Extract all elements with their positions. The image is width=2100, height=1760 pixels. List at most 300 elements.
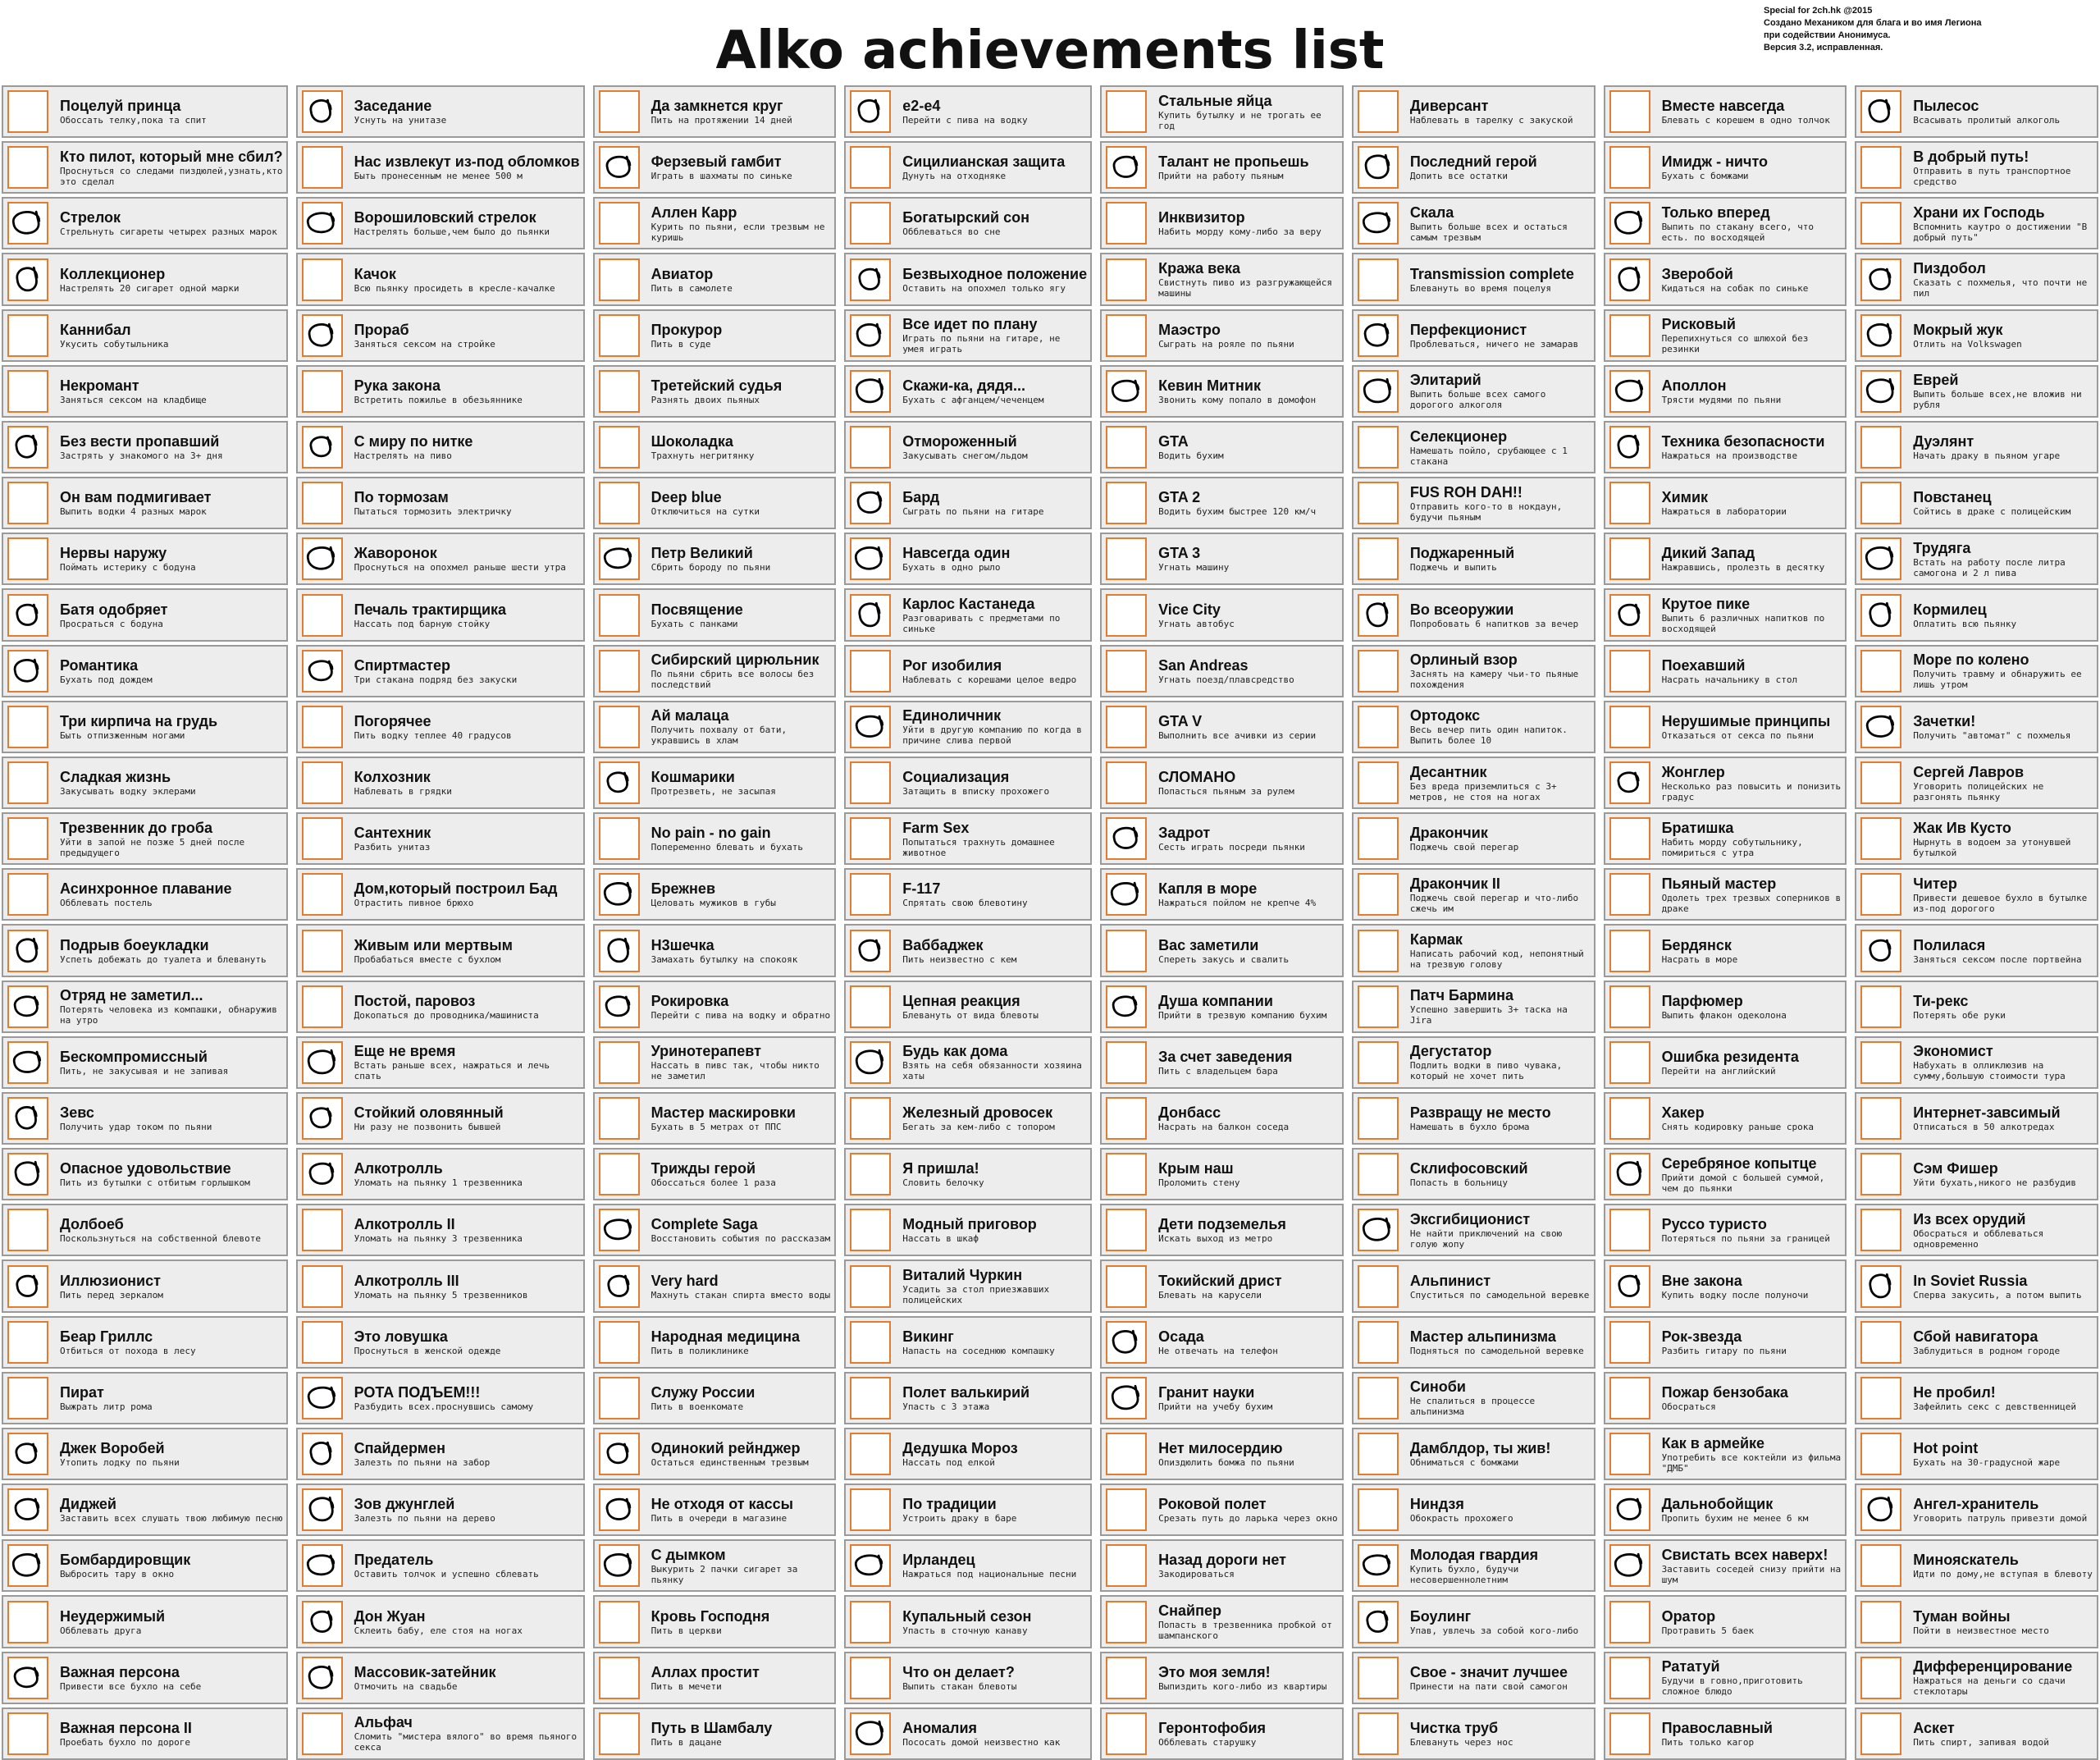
- checkbox[interactable]: [7, 146, 48, 189]
- checkbox-circled[interactable]: [1860, 706, 1901, 748]
- checkbox[interactable]: [1609, 650, 1650, 693]
- checkbox-circled[interactable]: [7, 258, 48, 301]
- checkbox-circled[interactable]: [302, 1488, 343, 1531]
- checkbox-circled[interactable]: [1106, 1377, 1147, 1419]
- checkbox-circled[interactable]: [599, 1209, 640, 1251]
- checkbox[interactable]: [599, 482, 640, 524]
- achievement-name: Боулинг: [1409, 1607, 1472, 1625]
- checkbox[interactable]: [1106, 706, 1147, 748]
- checkbox-circled[interactable]: [7, 1265, 48, 1308]
- checkbox[interactable]: [1609, 1657, 1650, 1699]
- checkbox[interactable]: [850, 1265, 891, 1308]
- checkbox[interactable]: [850, 1377, 891, 1419]
- checkbox[interactable]: [302, 482, 343, 524]
- checkbox-circled[interactable]: [302, 426, 343, 469]
- checkbox[interactable]: [599, 370, 640, 413]
- achievement-desc: Обоссаться более 1 раза: [651, 1177, 776, 1189]
- circle-stroke: [15, 1668, 38, 1687]
- checkbox[interactable]: [1106, 650, 1147, 693]
- checkbox[interactable]: [599, 1041, 640, 1084]
- checkbox[interactable]: [599, 817, 640, 860]
- checkbox[interactable]: [1609, 482, 1650, 524]
- checkbox-circled[interactable]: [302, 1601, 343, 1643]
- checkbox-circled[interactable]: [7, 1544, 48, 1587]
- checkbox-circled[interactable]: [599, 1265, 640, 1308]
- checkbox-circled[interactable]: [1609, 1153, 1650, 1195]
- checkbox[interactable]: [599, 258, 640, 301]
- checkbox[interactable]: [850, 817, 891, 860]
- circle-stroke: [308, 1050, 335, 1073]
- achievement-name: Пылесос: [1913, 98, 1979, 115]
- achievement-name: Ангел-хранитель: [1913, 1496, 2039, 1513]
- achievement-desc: Пытаться тормозить электричку: [354, 506, 512, 518]
- achievement-name: Альпинист: [1409, 1272, 1491, 1289]
- achievement-item: [1100, 253, 1344, 305]
- checkbox[interactable]: [302, 873, 343, 916]
- checkbox[interactable]: [850, 1153, 891, 1195]
- checkbox[interactable]: [1609, 1601, 1650, 1643]
- checkbox-circled[interactable]: [302, 1097, 343, 1140]
- achievement-name: С миру по нитке: [354, 433, 473, 450]
- checkbox-circled[interactable]: [1358, 1544, 1399, 1587]
- checkbox[interactable]: [1358, 706, 1399, 748]
- checkbox[interactable]: [7, 537, 48, 580]
- achievement-name: Народная медицина: [651, 1328, 800, 1345]
- checkbox[interactable]: [7, 873, 48, 916]
- checkbox[interactable]: [1860, 426, 1901, 469]
- checkbox-circled[interactable]: [1358, 1209, 1399, 1251]
- checkbox[interactable]: [850, 146, 891, 189]
- checkbox[interactable]: [1609, 873, 1650, 916]
- checkbox-circled[interactable]: [1358, 314, 1399, 357]
- checkbox-circled[interactable]: [1609, 594, 1650, 637]
- checkbox[interactable]: [1106, 90, 1147, 133]
- checkbox-circled[interactable]: [1358, 202, 1399, 245]
- checkbox-circled[interactable]: [7, 1153, 48, 1195]
- achievement-text: [651, 1273, 835, 1301]
- checkbox-circled[interactable]: [7, 1433, 48, 1475]
- checkbox[interactable]: [850, 1488, 891, 1531]
- achievement-item: [1855, 1707, 2098, 1760]
- achievement-name: Да замкнется круг: [651, 98, 783, 115]
- checkbox-circled[interactable]: [850, 930, 891, 972]
- checkbox-circled[interactable]: [7, 650, 48, 693]
- checkbox[interactable]: [1609, 1321, 1650, 1364]
- checkbox-circled[interactable]: [1106, 146, 1147, 189]
- achievement-text: [1410, 1160, 1594, 1188]
- checkbox[interactable]: [1358, 482, 1399, 524]
- checkbox[interactable]: [599, 706, 640, 748]
- checkbox-circled[interactable]: [1106, 1321, 1147, 1364]
- hand-drawn-circle-icon: [1862, 931, 1900, 971]
- checkbox[interactable]: [302, 1209, 343, 1251]
- checkbox-circled[interactable]: [1860, 930, 1901, 972]
- checkbox[interactable]: [7, 1712, 48, 1755]
- checkbox[interactable]: [599, 202, 640, 245]
- checkbox[interactable]: [850, 650, 891, 693]
- checkbox[interactable]: [302, 258, 343, 301]
- checkbox[interactable]: [7, 1321, 48, 1364]
- checkbox-circled[interactable]: [1609, 761, 1650, 804]
- checkbox[interactable]: [1358, 1712, 1399, 1755]
- checkbox-circled[interactable]: [850, 594, 891, 637]
- achievement-desc: Отрастить пивное брюхо: [354, 898, 474, 909]
- checkbox-circled[interactable]: [1106, 370, 1147, 413]
- checkbox[interactable]: [1106, 594, 1147, 637]
- checkbox[interactable]: [1358, 1265, 1399, 1308]
- checkbox[interactable]: [1106, 537, 1147, 580]
- checkbox-circled[interactable]: [7, 1657, 48, 1699]
- checkbox-circled[interactable]: [599, 761, 640, 804]
- achievement-name: Элитарий: [1409, 372, 1481, 389]
- checkbox-circled[interactable]: [302, 1041, 343, 1084]
- checkbox[interactable]: [1106, 761, 1147, 804]
- achievement-desc: Пить на протяжении 14 дней: [651, 115, 792, 126]
- checkbox[interactable]: [1609, 314, 1650, 357]
- checkbox-circled[interactable]: [850, 1041, 891, 1084]
- checkbox[interactable]: [599, 426, 640, 469]
- checkbox[interactable]: [599, 90, 640, 133]
- achievement-desc: Взять на себя обязанности хозяина хаты: [902, 1060, 1082, 1082]
- checkbox[interactable]: [850, 1657, 891, 1699]
- achievement-name: Кража века: [1158, 260, 1240, 277]
- achievement-text: [1913, 1211, 2097, 1250]
- checkbox[interactable]: [1106, 1601, 1147, 1643]
- checkbox-circled[interactable]: [1609, 426, 1650, 469]
- checkbox-circled[interactable]: [850, 258, 891, 301]
- checkbox-circled[interactable]: [850, 370, 891, 413]
- checkbox-circled[interactable]: [1860, 258, 1901, 301]
- checkbox-circled[interactable]: [1358, 370, 1399, 413]
- checkbox[interactable]: [1609, 930, 1650, 972]
- checkbox[interactable]: [1860, 1433, 1901, 1475]
- checkbox[interactable]: [1106, 1544, 1147, 1587]
- checkbox-circled[interactable]: [1609, 370, 1650, 413]
- achievement-name: Ниндзя: [1409, 1496, 1464, 1513]
- achievement-name: Трудяга: [1913, 539, 1971, 556]
- checkbox[interactable]: [1358, 90, 1399, 133]
- achievement-text: [902, 657, 1090, 685]
- achievement-text: [902, 707, 1090, 746]
- checkbox[interactable]: [599, 1712, 640, 1755]
- checkbox[interactable]: [599, 1601, 640, 1643]
- checkbox-circled[interactable]: [7, 594, 48, 637]
- checkbox[interactable]: [1860, 1153, 1901, 1195]
- achievement-name: Асинхронное плавание: [60, 880, 232, 898]
- checkbox[interactable]: [1358, 873, 1399, 916]
- checkbox-circled[interactable]: [1860, 594, 1901, 637]
- checkbox-circled[interactable]: [1106, 873, 1147, 916]
- checkbox[interactable]: [850, 985, 891, 1028]
- checkbox[interactable]: [850, 1209, 891, 1251]
- checkbox[interactable]: [1106, 1488, 1147, 1531]
- checkbox-circled[interactable]: [1609, 1265, 1650, 1308]
- checkbox[interactable]: [302, 930, 343, 972]
- checkbox-circled[interactable]: [599, 930, 640, 972]
- checkbox[interactable]: [1106, 1712, 1147, 1755]
- achievement-item: [1855, 1148, 2098, 1200]
- checkbox[interactable]: [1358, 1433, 1399, 1475]
- checkbox[interactable]: [302, 370, 343, 413]
- achievement-desc: Заняться сексом на стройке: [354, 338, 495, 350]
- checkbox[interactable]: [850, 202, 891, 245]
- checkbox-circled[interactable]: [1860, 537, 1901, 580]
- checkbox[interactable]: [1106, 1097, 1147, 1140]
- checkbox[interactable]: [1609, 1377, 1650, 1419]
- checkbox[interactable]: [1106, 482, 1147, 524]
- checkbox[interactable]: [1106, 1265, 1147, 1308]
- checkbox[interactable]: [1860, 1712, 1901, 1755]
- checkbox[interactable]: [599, 1377, 640, 1419]
- checkbox[interactable]: [1358, 1488, 1399, 1531]
- checkbox[interactable]: [1358, 1041, 1399, 1084]
- checkbox-circled[interactable]: [599, 985, 640, 1028]
- checkbox[interactable]: [850, 1433, 891, 1475]
- achievement-name: Диджей: [60, 1496, 116, 1513]
- checkbox-circled[interactable]: [7, 426, 48, 469]
- achievement-desc: Заняться сексом на кладбище: [60, 394, 207, 405]
- achievement-name: Complete Saga: [651, 1216, 758, 1233]
- achievement-name: Зачетки!: [1913, 712, 1976, 729]
- checkbox-circled[interactable]: [599, 1488, 640, 1531]
- checkbox[interactable]: [1358, 930, 1399, 972]
- checkbox[interactable]: [1358, 1097, 1399, 1140]
- checkbox-circled[interactable]: [302, 90, 343, 133]
- checkbox-circled[interactable]: [302, 537, 343, 580]
- checkbox[interactable]: [850, 1321, 891, 1364]
- checkbox-circled[interactable]: [302, 314, 343, 357]
- checkbox[interactable]: [7, 314, 48, 357]
- checkbox[interactable]: [1106, 258, 1147, 301]
- checkbox-circled[interactable]: [1358, 1601, 1399, 1643]
- achievement-item: [2, 1204, 288, 1256]
- checkbox-circled[interactable]: [1358, 146, 1399, 189]
- checkbox-circled[interactable]: [599, 537, 640, 580]
- achievement-text: [1913, 489, 2097, 517]
- checkbox[interactable]: [1860, 202, 1901, 245]
- achievement-name: Алкотролль: [354, 1160, 443, 1177]
- checkbox[interactable]: [302, 1321, 343, 1364]
- checkbox[interactable]: [302, 706, 343, 748]
- checkbox-circled[interactable]: [302, 1433, 343, 1475]
- checkbox-circled[interactable]: [7, 930, 48, 972]
- checkbox[interactable]: [302, 985, 343, 1028]
- checkbox[interactable]: [302, 761, 343, 804]
- checkbox[interactable]: [1106, 930, 1147, 972]
- checkbox[interactable]: [599, 314, 640, 357]
- achievement-text: [651, 601, 835, 629]
- checkbox-circled[interactable]: [7, 1097, 48, 1140]
- checkbox-circled[interactable]: [1358, 594, 1399, 637]
- checkbox[interactable]: [7, 706, 48, 748]
- checkbox-circled[interactable]: [302, 1377, 343, 1419]
- checkbox-circled[interactable]: [850, 1544, 891, 1587]
- checkbox[interactable]: [850, 426, 891, 469]
- checkbox[interactable]: [7, 817, 48, 860]
- checkbox[interactable]: [1106, 1153, 1147, 1195]
- checkbox-circled[interactable]: [599, 873, 640, 916]
- checkbox[interactable]: [302, 817, 343, 860]
- achievement-desc: Наблевать в грядки: [354, 786, 452, 798]
- checkbox[interactable]: [599, 1657, 640, 1699]
- checkbox-circled[interactable]: [7, 985, 48, 1028]
- checkbox[interactable]: [850, 873, 891, 916]
- checkbox-circled[interactable]: [1860, 1488, 1901, 1531]
- checkbox[interactable]: [302, 594, 343, 637]
- checkbox-circled[interactable]: [1106, 817, 1147, 860]
- achievement-item: [844, 85, 1092, 138]
- checkbox[interactable]: [302, 1712, 343, 1755]
- achievement-name: Сбой навигатора: [1913, 1328, 2038, 1345]
- achievement-desc: Нырнуть в водоем за утонувшей бутылкой: [1913, 836, 2071, 858]
- checkbox[interactable]: [1609, 1712, 1650, 1755]
- circle-stroke: [17, 1276, 37, 1296]
- checkbox-circled[interactable]: [850, 314, 891, 357]
- checkbox[interactable]: [1358, 761, 1399, 804]
- achievement-item: [1352, 421, 1596, 473]
- checkbox[interactable]: [1860, 1097, 1901, 1140]
- achievement-name: Токийский дрист: [1158, 1272, 1282, 1289]
- checkbox[interactable]: [1106, 1041, 1147, 1084]
- checkbox-circled[interactable]: [1609, 1544, 1650, 1587]
- checkbox[interactable]: [1358, 1377, 1399, 1419]
- checkbox[interactable]: [1358, 1657, 1399, 1699]
- achievement-item: [296, 588, 585, 641]
- checkbox[interactable]: [1860, 650, 1901, 693]
- checkbox-circled[interactable]: [1106, 985, 1147, 1028]
- achievement-desc: Разбить гитару по пьяни: [1661, 1345, 1787, 1356]
- achievement-item: [844, 757, 1092, 809]
- checkbox[interactable]: [7, 482, 48, 524]
- checkbox[interactable]: [7, 1601, 48, 1643]
- checkbox[interactable]: [1106, 314, 1147, 357]
- checkbox[interactable]: [599, 1321, 640, 1364]
- checkbox[interactable]: [1609, 1097, 1650, 1140]
- checkbox[interactable]: [1358, 258, 1399, 301]
- checkbox[interactable]: [1860, 1601, 1901, 1643]
- checkbox[interactable]: [599, 1097, 640, 1140]
- checkbox[interactable]: [1609, 90, 1650, 133]
- checkbox[interactable]: [302, 1265, 343, 1308]
- checkbox[interactable]: [1860, 873, 1901, 916]
- checkbox-circled[interactable]: [1609, 1488, 1650, 1531]
- checkbox-circled[interactable]: [302, 1544, 343, 1587]
- checkbox-circled[interactable]: [599, 146, 640, 189]
- checkbox-circled[interactable]: [599, 1433, 640, 1475]
- checkbox-circled[interactable]: [7, 1041, 48, 1084]
- checkbox[interactable]: [1358, 817, 1399, 860]
- checkbox[interactable]: [1358, 426, 1399, 469]
- checkbox[interactable]: [1609, 985, 1650, 1028]
- checkbox-circled[interactable]: [1609, 202, 1650, 245]
- checkbox[interactable]: [850, 1097, 891, 1140]
- checkbox-circled[interactable]: [302, 650, 343, 693]
- checkbox[interactable]: [1106, 202, 1147, 245]
- checkbox[interactable]: [7, 370, 48, 413]
- checkbox-circled[interactable]: [1609, 258, 1650, 301]
- circle-stroke: [607, 1444, 627, 1463]
- achievement-name: Very hard: [651, 1272, 719, 1289]
- checkbox-circled[interactable]: [302, 1657, 343, 1699]
- checkbox-circled[interactable]: [850, 537, 891, 580]
- checkbox[interactable]: [7, 761, 48, 804]
- checkbox[interactable]: [1609, 537, 1650, 580]
- checkbox[interactable]: [1609, 1209, 1650, 1251]
- checkbox[interactable]: [1106, 1209, 1147, 1251]
- checkbox[interactable]: [1358, 985, 1399, 1028]
- checkbox[interactable]: [1358, 650, 1399, 693]
- achievement-desc: Затащить в вписку прохожего: [902, 786, 1050, 798]
- checkbox[interactable]: [1860, 482, 1901, 524]
- checkbox[interactable]: [1860, 1544, 1901, 1587]
- checkbox-circled[interactable]: [1860, 370, 1901, 413]
- checkbox-circled[interactable]: [850, 482, 891, 524]
- achievement-item: [1604, 1148, 1847, 1200]
- checkbox[interactable]: [850, 1601, 891, 1643]
- achievement-item: [296, 981, 585, 1033]
- checkbox[interactable]: [1860, 1657, 1901, 1699]
- checkbox[interactable]: [1609, 817, 1650, 860]
- checkbox[interactable]: [1106, 1433, 1147, 1475]
- achievement-item: [844, 141, 1092, 194]
- checkbox[interactable]: [1358, 537, 1399, 580]
- checkbox[interactable]: [1609, 706, 1650, 748]
- checkbox[interactable]: [1609, 146, 1650, 189]
- checkbox-circled[interactable]: [850, 706, 891, 748]
- checkbox[interactable]: [302, 146, 343, 189]
- checkbox[interactable]: [850, 761, 891, 804]
- checkbox[interactable]: [1106, 426, 1147, 469]
- checkbox[interactable]: [1860, 1209, 1901, 1251]
- achievement-text: [1410, 1720, 1594, 1748]
- checkbox[interactable]: [599, 650, 640, 693]
- checkbox[interactable]: [1860, 985, 1901, 1028]
- achievement-text: [902, 1608, 1090, 1636]
- hand-drawn-circle-icon: [9, 596, 47, 635]
- checkbox[interactable]: [1860, 1321, 1901, 1364]
- checkbox[interactable]: [599, 594, 640, 637]
- achievement-text: [1410, 825, 1594, 853]
- checkbox-circled[interactable]: [850, 90, 891, 133]
- checkbox[interactable]: [7, 90, 48, 133]
- checkbox[interactable]: [1860, 146, 1901, 189]
- checkbox[interactable]: [7, 1377, 48, 1419]
- checkbox[interactable]: [1358, 1153, 1399, 1195]
- checkbox[interactable]: [7, 1209, 48, 1251]
- checkbox[interactable]: [1106, 1657, 1147, 1699]
- checkbox[interactable]: [1860, 817, 1901, 860]
- achievement-desc: Допить все остатки: [1409, 171, 1509, 182]
- achievement-text: [354, 657, 583, 685]
- checkbox[interactable]: [1609, 1041, 1650, 1084]
- checkbox[interactable]: [1358, 1321, 1399, 1364]
- checkbox-circled[interactable]: [599, 1544, 640, 1587]
- checkbox[interactable]: [599, 1153, 640, 1195]
- achievement-name: FUS ROH DAH!!: [1409, 483, 1522, 501]
- checkbox-circled[interactable]: [7, 202, 48, 245]
- checkbox-circled[interactable]: [1860, 314, 1901, 357]
- checkbox[interactable]: [1609, 1433, 1650, 1475]
- checkbox-circled[interactable]: [302, 1153, 343, 1195]
- checkbox-circled[interactable]: [302, 202, 343, 245]
- checkbox-circled[interactable]: [7, 1488, 48, 1531]
- checkbox[interactable]: [1860, 1041, 1901, 1084]
- checkbox-circled[interactable]: [850, 1712, 891, 1755]
- checkbox-circled[interactable]: [1860, 90, 1901, 133]
- checkbox[interactable]: [1860, 761, 1901, 804]
- checkbox-circled[interactable]: [1860, 1265, 1901, 1308]
- checkbox[interactable]: [1860, 1377, 1901, 1419]
